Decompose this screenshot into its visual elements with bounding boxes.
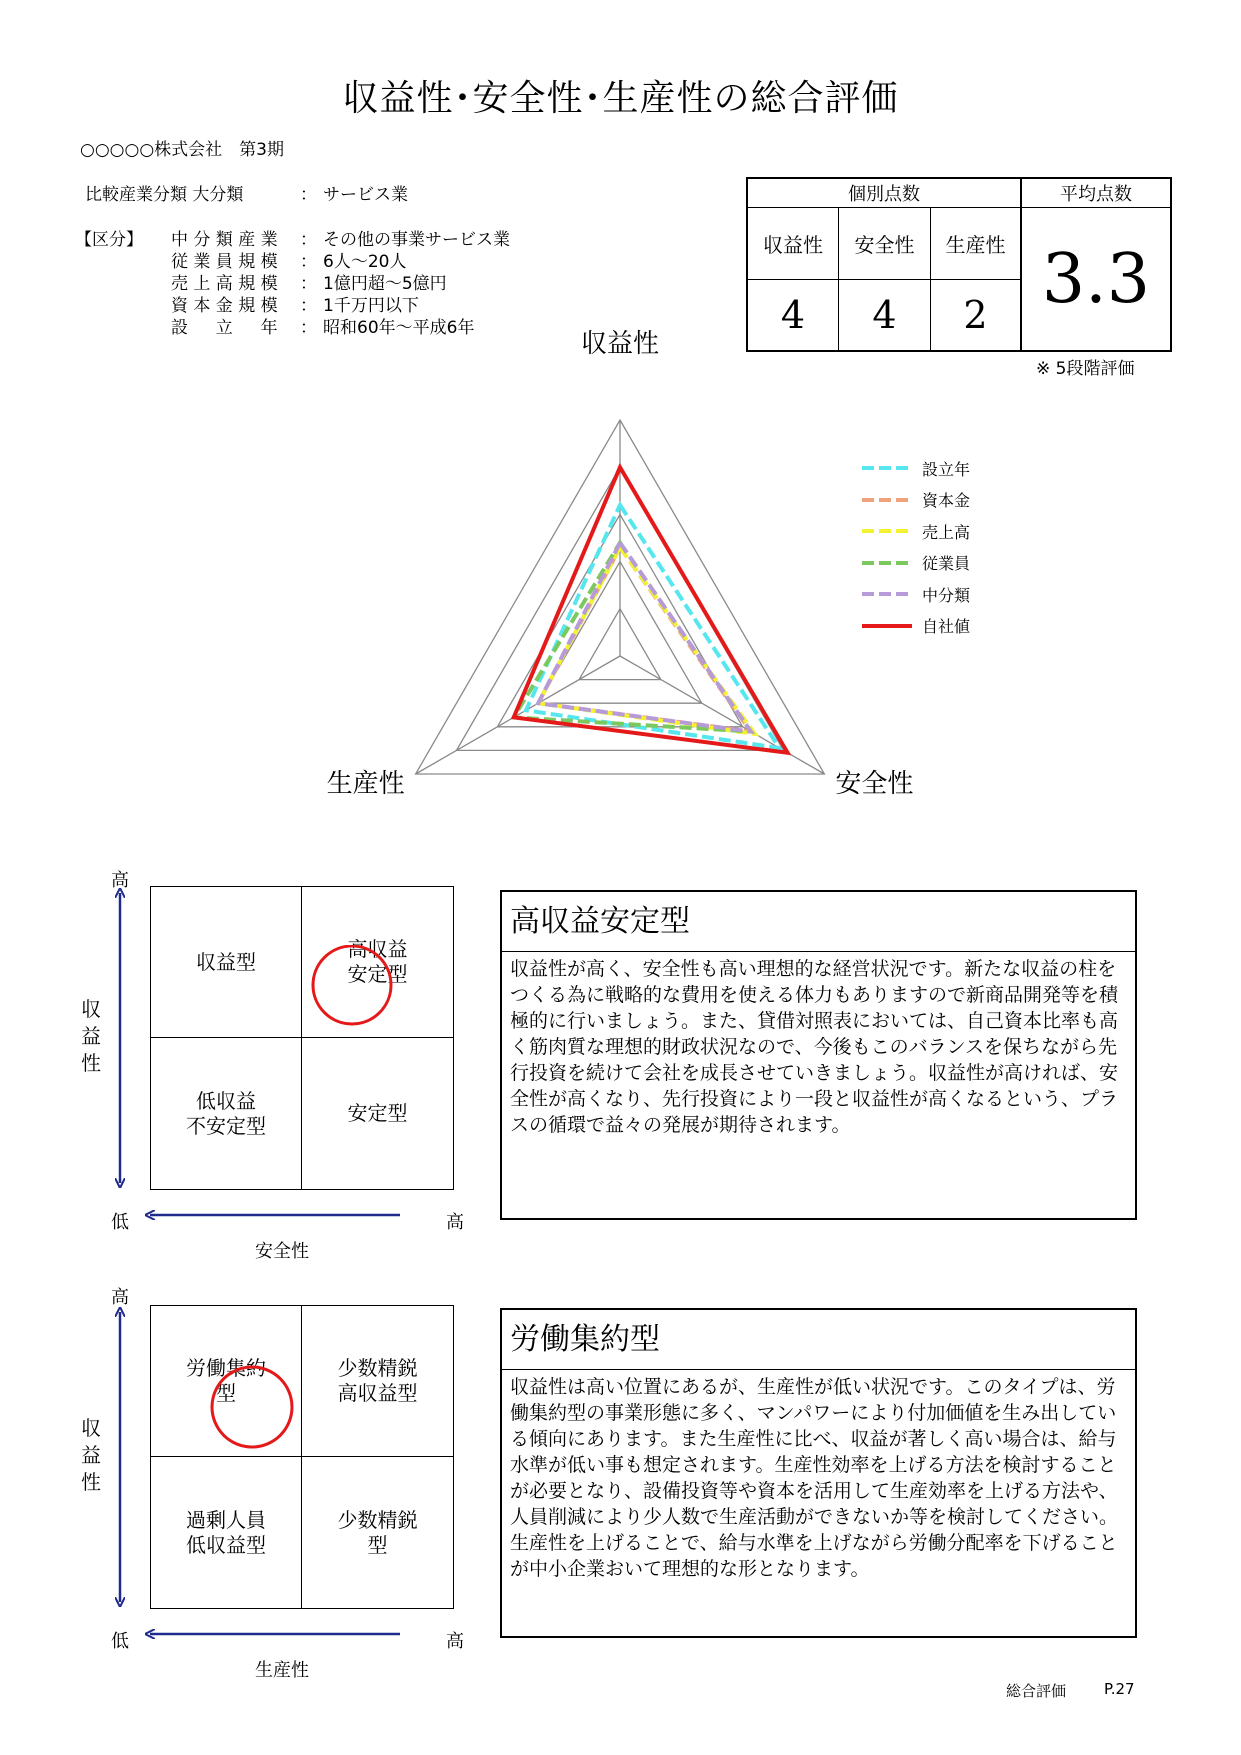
radar-axis-line [620, 656, 824, 774]
legend-swatch [860, 589, 914, 599]
radar-legend [860, 458, 1000, 638]
average-score-header: 平均点数 [1022, 179, 1170, 208]
rating-note: ※ 5段階評価 [1036, 359, 1135, 379]
radar-chart [326, 329, 940, 840]
class-row-value: 昭和60年～平成6年 [323, 318, 475, 338]
class-row-value: 6人～20人 [323, 252, 407, 272]
footer-page: P.27 [1104, 1680, 1135, 1698]
legend-item [860, 584, 970, 604]
radar-axis-line [416, 656, 620, 774]
matrix1-quadrant-top-right: 高収益 安定型 [302, 887, 453, 1038]
class-row-sep: ： [300, 230, 317, 250]
desc2-text: 収益性は高い位置にあるが、生産性が低い状況です。このタイプは、労働集約型の事業形態に多く、マンパワーにより付加価値を生み出している傾向にあります。また生産性に比べ、収益が著しく高い場合は、給与水準が低い事も想定されます。生産性効率を上げる方法を検討することが必要となり、設備投資等や資本を活用して生産効率を上げる方法や、人員削減により少人数で生産活動ができないか等を検討してください。生産性を上げることで、給与水準を上げながら労働分配率を下げることが中小企業おいて理想的な形となります。 [510, 1376, 1119, 1580]
legend-swatch [860, 621, 914, 631]
legend-label: 設立年 [922, 459, 971, 479]
legend-item [860, 458, 970, 478]
matrix2-high-label: 高 [111, 1287, 129, 1308]
matrix2-right-high-label: 高 [446, 1631, 464, 1652]
matrix1-quadrant-bottom-right: 安定型 [347, 1101, 408, 1125]
matrix2-low-label: 低 [111, 1631, 129, 1652]
matrix1-right-high-label: 高 [446, 1212, 464, 1233]
radar-axis-label: 生産性 [326, 769, 405, 799]
class-row-sep: ： [300, 252, 317, 272]
legend-label: 資本金 [922, 491, 971, 510]
score-value-safety: 4 [839, 280, 931, 350]
page-title: 収益性･安全性･生産性の総合評価 [342, 78, 899, 119]
radar-axis-label: 収益性 [580, 329, 660, 359]
class-row-label: 従 業 員 規 模 [171, 252, 278, 272]
legend-label: 自社値 [922, 617, 971, 636]
major-class-label: 比較産業分類 大分類 [85, 185, 244, 205]
matrix1-y-axis-label: 収 益 性 [81, 997, 101, 1075]
matrix2-quadrant-bottom-right: 少数精鋭 型 [337, 1507, 418, 1557]
matrix1-grid [150, 886, 454, 1190]
legend-swatch [860, 495, 914, 505]
radar-series-設立年 [526, 505, 779, 748]
class-row-label: 売 上 高 規 模 [171, 274, 278, 294]
matrix1-x-axis-label: 安全性 [255, 1241, 309, 1262]
class-row-label: 設 立 年 [171, 318, 278, 338]
section-label: 【区分】 [75, 230, 143, 250]
legend-label: 売上高 [922, 522, 971, 542]
matrix2-grid [150, 1305, 454, 1609]
legend-label: 中分類 [922, 585, 971, 605]
classification-info [75, 180, 605, 350]
matrix1-selection-circle [307, 945, 397, 1035]
radar-series-自社値 [514, 467, 788, 753]
score-table [746, 177, 1172, 352]
major-class-value: サービス業 [323, 185, 408, 205]
class-row-sep: ： [300, 296, 317, 316]
legend-item [860, 553, 970, 573]
legend-item [860, 616, 970, 636]
footer-section: 総合評価 [1006, 1682, 1067, 1700]
class-row-sep: ： [300, 318, 317, 338]
average-score-value: 3.3 [1041, 239, 1151, 319]
score-category-profitability: 収益性 [748, 208, 839, 280]
individual-score-header: 個別点数 [748, 179, 1022, 208]
class-row-label: 資 本 金 規 模 [171, 296, 278, 316]
matrix2-quadrant-bottom-left: 過剰人員 低収益型 [151, 1457, 302, 1608]
legend-label: 従業員 [922, 554, 971, 573]
desc2-box [500, 1308, 1137, 1638]
score-category-safety: 安全性 [839, 208, 931, 280]
desc1-title: 高収益安定型 [502, 892, 1135, 952]
matrix1-quadrant-top-left: 収益型 [151, 887, 302, 1038]
radar-axis-label: 安全性 [835, 769, 914, 799]
legend-swatch [860, 463, 914, 473]
desc2-title: 労働集約型 [502, 1310, 1135, 1370]
legend-swatch [860, 526, 914, 536]
class-row-label: 中 分 類 産 業 [171, 230, 278, 250]
matrix2-selection-circle [208, 1365, 298, 1455]
class-row-value: 1億円超～5億円 [323, 274, 447, 294]
legend-item [860, 521, 970, 541]
legend-swatch [860, 558, 914, 568]
score-value-productivity: 2 [931, 280, 1022, 350]
major-class-sep: ： [300, 185, 317, 205]
class-row-value: その他の事業サービス業 [323, 230, 510, 250]
class-row-sep: ： [300, 274, 317, 294]
matrix2-x-axis-label: 生産性 [255, 1660, 309, 1681]
matrix2-y-axis-label: 収 益 性 [81, 1416, 101, 1494]
desc1-text: 収益性が高く、安全性も高い理想的な経営状況です。新たな収益の柱をつくる為に戦略的な費用を使える体力もありますので新商品開発等を積極的に行いましょう。また、貸借対照表においては、自己資本比率も高く筋肉質な理想的財政状況なので、今後もこのバランスを保ちながら先行投資を続けて会社を成長させていきましょう。収益性が高ければ、安全性が高くなり、先行投資により一段と収益性が高くなるという、プラスの循環で益々の発展が期待されます。 [510, 958, 1119, 1136]
legend-item [860, 490, 970, 510]
matrix1-quadrant-bottom-left: 低収益 不安定型 [151, 1038, 302, 1189]
company-name: ○○○○○株式会社 第3期 [80, 140, 284, 160]
matrix2-quadrant-top-right: 少数精鋭 高収益型 [302, 1306, 453, 1457]
score-category-productivity: 生産性 [931, 208, 1022, 280]
matrix2-quadrant-top-left: 労働集約 型 [151, 1306, 302, 1457]
matrix1-high-label: 高 [111, 870, 129, 891]
matrix1-low-label: 低 [111, 1212, 129, 1233]
class-row-value: 1千万円以下 [323, 296, 419, 316]
desc1-box [500, 890, 1137, 1220]
score-value-profitability: 4 [748, 280, 839, 350]
